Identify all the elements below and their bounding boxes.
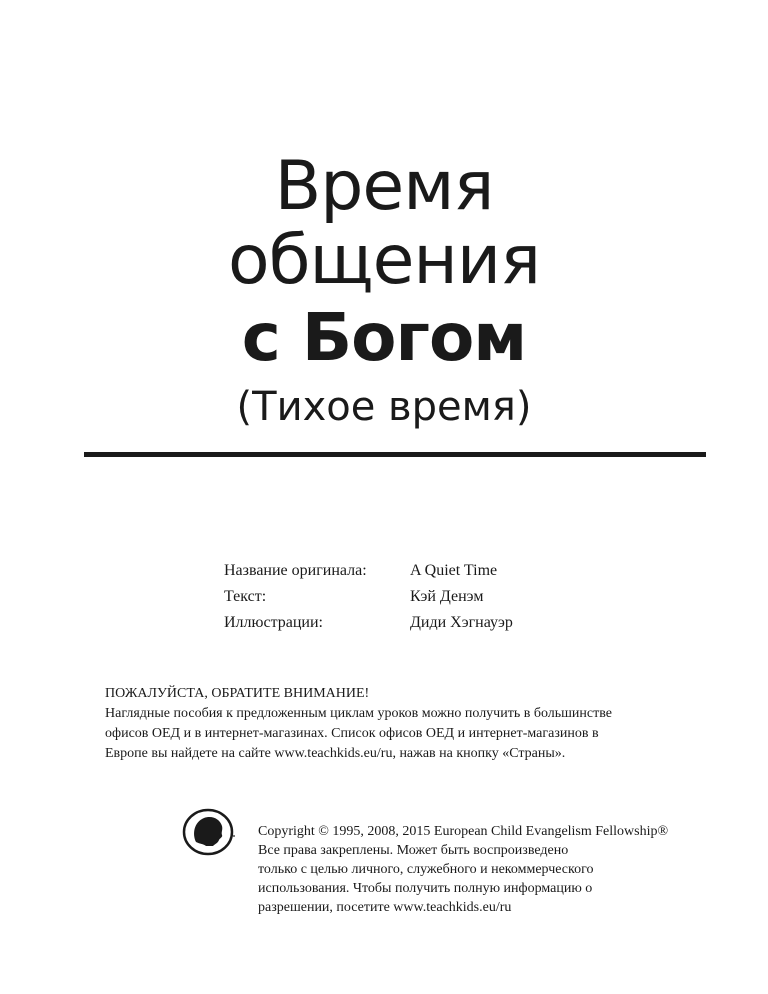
credit-value: A Quiet Time	[410, 562, 498, 579]
credit-label: Текст:	[224, 588, 267, 605]
cef-logo-icon	[182, 808, 236, 856]
credit-label: Название оригинала:	[224, 562, 367, 579]
notice-line: офисов ОЕД и в интернет-магазинах. Список офисов ОЕД и интернет-магазинов в	[105, 726, 599, 741]
credit-row-text	[224, 584, 644, 610]
notice-heading: ПОЖАЛУЙСТА, ОБРАТИТЕ ВНИМАНИЕ!	[105, 686, 370, 701]
copyright-line: Все права закреплены. Может быть воспроизведено	[258, 843, 569, 858]
copyright-line: Copyright © 1995, 2008, 2015 European Child Evangelism Fellowship®	[258, 824, 669, 839]
credit-value: Диди Хэгнауэр	[410, 614, 513, 631]
copyright-line: разрешении, посетите www.teachkids.eu/ru	[258, 900, 512, 915]
notice-line: Наглядные пособия к предложенным циклам уроков можно получить в большинстве	[105, 706, 612, 721]
title-line-3: с Богом	[241, 299, 527, 376]
title-divider	[84, 452, 706, 457]
copyright	[258, 822, 738, 917]
credit-row-illustrations	[224, 610, 644, 636]
credit-row-original	[224, 558, 644, 584]
credits	[224, 558, 644, 636]
title-block	[0, 147, 768, 436]
notice	[105, 684, 705, 764]
credit-value: Кэй Денэм	[410, 588, 484, 605]
subtitle: (Тихое время)	[236, 384, 532, 430]
title-line-1: Время	[274, 147, 494, 226]
title-line-2: общения	[228, 221, 540, 300]
copyright-line: использования. Чтобы получить полную информацию о	[258, 881, 593, 896]
notice-line: Европе вы найдете на сайте www.teachkids.eu/ru, нажав на кнопку «Страны».	[105, 746, 566, 761]
copyright-line: только с целью личного, служебного и некоммерческого	[258, 862, 594, 877]
credit-label: Иллюстрации:	[224, 614, 323, 631]
